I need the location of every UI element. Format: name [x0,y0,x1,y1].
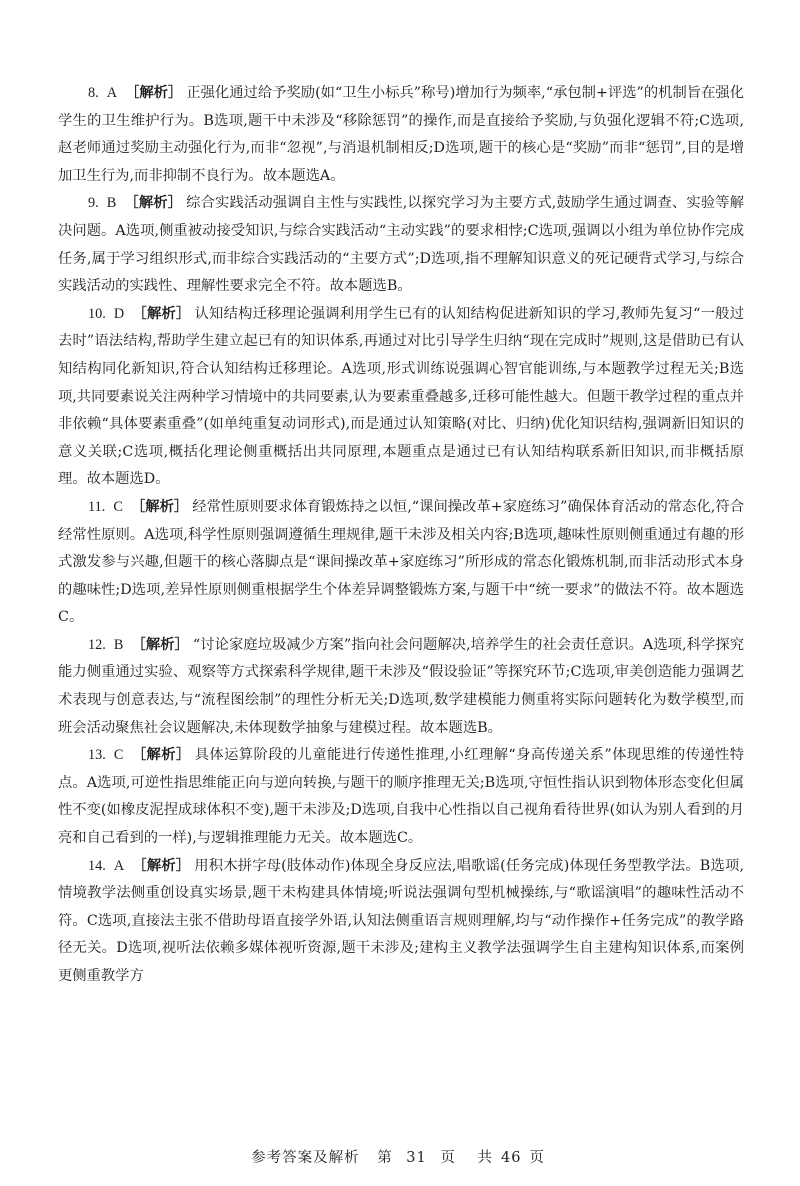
answer-entry-8 [58,80,744,190]
explanation-text: “讨论家庭垃圾减少方案”指向社会问题解决,培养学生的社会责任意识。A选项,科学探究能力侧重通过实验、观察等方式探索科学规律,题干未涉及“假设验证”等探究环节;C选项,审美创造能力强调艺术表现与创意表达,与“流程图绘制”的理性分析无关;D选项,数学建模能力侧重将实际问题转化为数学模型,而班会活动聚焦社会议题解决,未体现数学抽象与建模过程。故本题选B。 [58,636,744,736]
explanation-text: 综合实践活动强调自主性与实践性,以探究学习为主要方式,鼓励学生通过调查、实验等解决问题。A选项,侧重被动接受知识,与综合实践活动“主动实践”的要求相悖;C选项,强调以小组为单位协作完成任务,属于学习组织形式,而非综合实践活动的“主要方式”;D选项,指不理解知识意义的死记硬背式学习,与综合实践活动的实践性、理解性要求完全不符。故本题选B。 [58,195,744,295]
total-count: 46 [500,1150,522,1166]
total-suffix: 页 [529,1150,545,1166]
question-number: 12. [88,636,106,653]
analysis-tag: ［解析］ [130,498,189,515]
analysis-tag: ［解析］ [124,195,183,212]
answer-letter: C [113,498,123,515]
answer-explanations [58,80,744,991]
footer-label: 参考答案及解析 [251,1150,360,1166]
question-number: 8. [88,85,99,101]
answer-letter: A [113,857,125,874]
analysis-tag: ［解析］ [132,305,191,322]
answer-letter: A [106,85,118,101]
explanation-text: 经常性原则要求体育锻炼持之以恒,“课间操改革+家庭练习”确保体育活动的常态化,符合经常性原则。A选项,科学性原则强调遵循生理规律,题干未涉及相关内容;B选项,趣味性原则侧重通过有趣的形式激发参与兴趣,但题干的核心落脚点是“课间操改革+家庭练习”所形成的常态化锻炼机制,而非活动形式本身的趣味性;D选项,差异性原则侧重根据学生个体差异调整锻炼方案,与题干中“统一要求”的做法不符。故本题选C。 [58,498,745,626]
analysis-tag: ［解析］ [125,85,183,101]
answer-entry-12 [58,632,744,742]
explanation-text: 正强化通过给予奖励(如“卫生小标兵”称号)增加行为频率,“承包制+评选”的机制旨在强化学生的卫生维护行为。B选项,题干中未涉及“移除惩罚”的操作,而是直接给予奖励,与负强化逻辑不符;C选项,赵老师通过奖励主动强化行为,而非“忽视”,与消退机制相反;D选项,题干的核心是“奖励”而非“惩罚”,目的是增加卫生行为,而非抑制不良行为。故本题选A。 [58,85,745,184]
explanation-text: 认知结构迁移理论强调利用学生已有的认知结构促进新知识的学习,教师先复习“一般过去时”语法结构,帮助学生建立起已有的知识体系,再通过对比引导学生归纳“现在完成时”规则,这是借助已有认知结构同化新知识,符合认知结构迁移理论。A选项,形式训练说强调心智官能训练,与本题教学过程无关;B选项,共同要素说关注两种学习情境中的共同要素,认为要素重叠越多,迁移可能性越大。但题干教学过程的重点并非依赖“具体要素重叠”(如单纯重复动词形式),而是通过认知策略(对比、归纳)优化知识结构,强调新旧知识的意义关联;C选项,概括化理论侧重概括出共同原理,本题重点是通过已有认知结构联系新旧知识,而非概括原理。故本题选D。 [58,305,744,488]
answer-letter: B [106,195,117,212]
page-suffix: 页 [440,1150,456,1166]
page-current: 31 [406,1150,427,1166]
answer-entry-11 [58,494,744,632]
explanation-text: 用积木拼字母(肢体动作)体现全身反应法,唱歌谣(任务完成)体现任务型教学法。B选项,情境教学法侧重创设真实场景,题干未构建具体情境;听说法强调句型机械操练,与“歌谣演唱”的趣味性活动不符。C选项,直接法主张不借助母语直接学外语,认知法侧重语言规则理解,均与“动作操作+任务完成”的教学路径无关。D选项,视听法依赖多媒体视听资源,题干未涉及;建构主义教学法强调学生自主建构知识体系,而案例更侧重教学方 [58,857,744,984]
page-total [473,1150,548,1166]
page-number [373,1150,460,1166]
answer-letter: B [113,636,124,653]
answer-entry-14 [58,853,744,991]
answer-entry-10 [58,301,744,494]
analysis-tag: ［解析］ [132,857,191,874]
analysis-tag: ［解析］ [131,747,191,764]
answer-entry-9 [58,190,744,300]
question-number: 9. [88,195,99,212]
page-prefix: 第 [377,1150,393,1166]
answer-entry-13 [58,742,744,852]
question-number: 13. [88,747,106,764]
answer-letter: C [113,747,124,764]
question-number: 11. [88,498,106,515]
page-footer [0,1146,800,1167]
analysis-tag: ［解析］ [131,636,189,653]
answer-letter: D [113,305,125,322]
total-prefix: 共 [477,1150,493,1166]
explanation-text: 具体运算阶段的儿童能进行传递性推理,小红理解“身高传递关系”体现思维的传递性特点。A选项,可逆性指思维能正向与逆向转换,与题干的顺序推理无关;B选项,守恒性指认识到物体形态变化但属性不变(如橡皮泥捏成球体积不变),题干未涉及;D选项,自我中心性指以自己视角看待世界(如认为别人看到的月亮和自己看到的一样),与逻辑推理能力无关。故本题选C。 [58,747,744,847]
question-number: 14. [88,857,106,874]
question-number: 10. [88,305,106,322]
